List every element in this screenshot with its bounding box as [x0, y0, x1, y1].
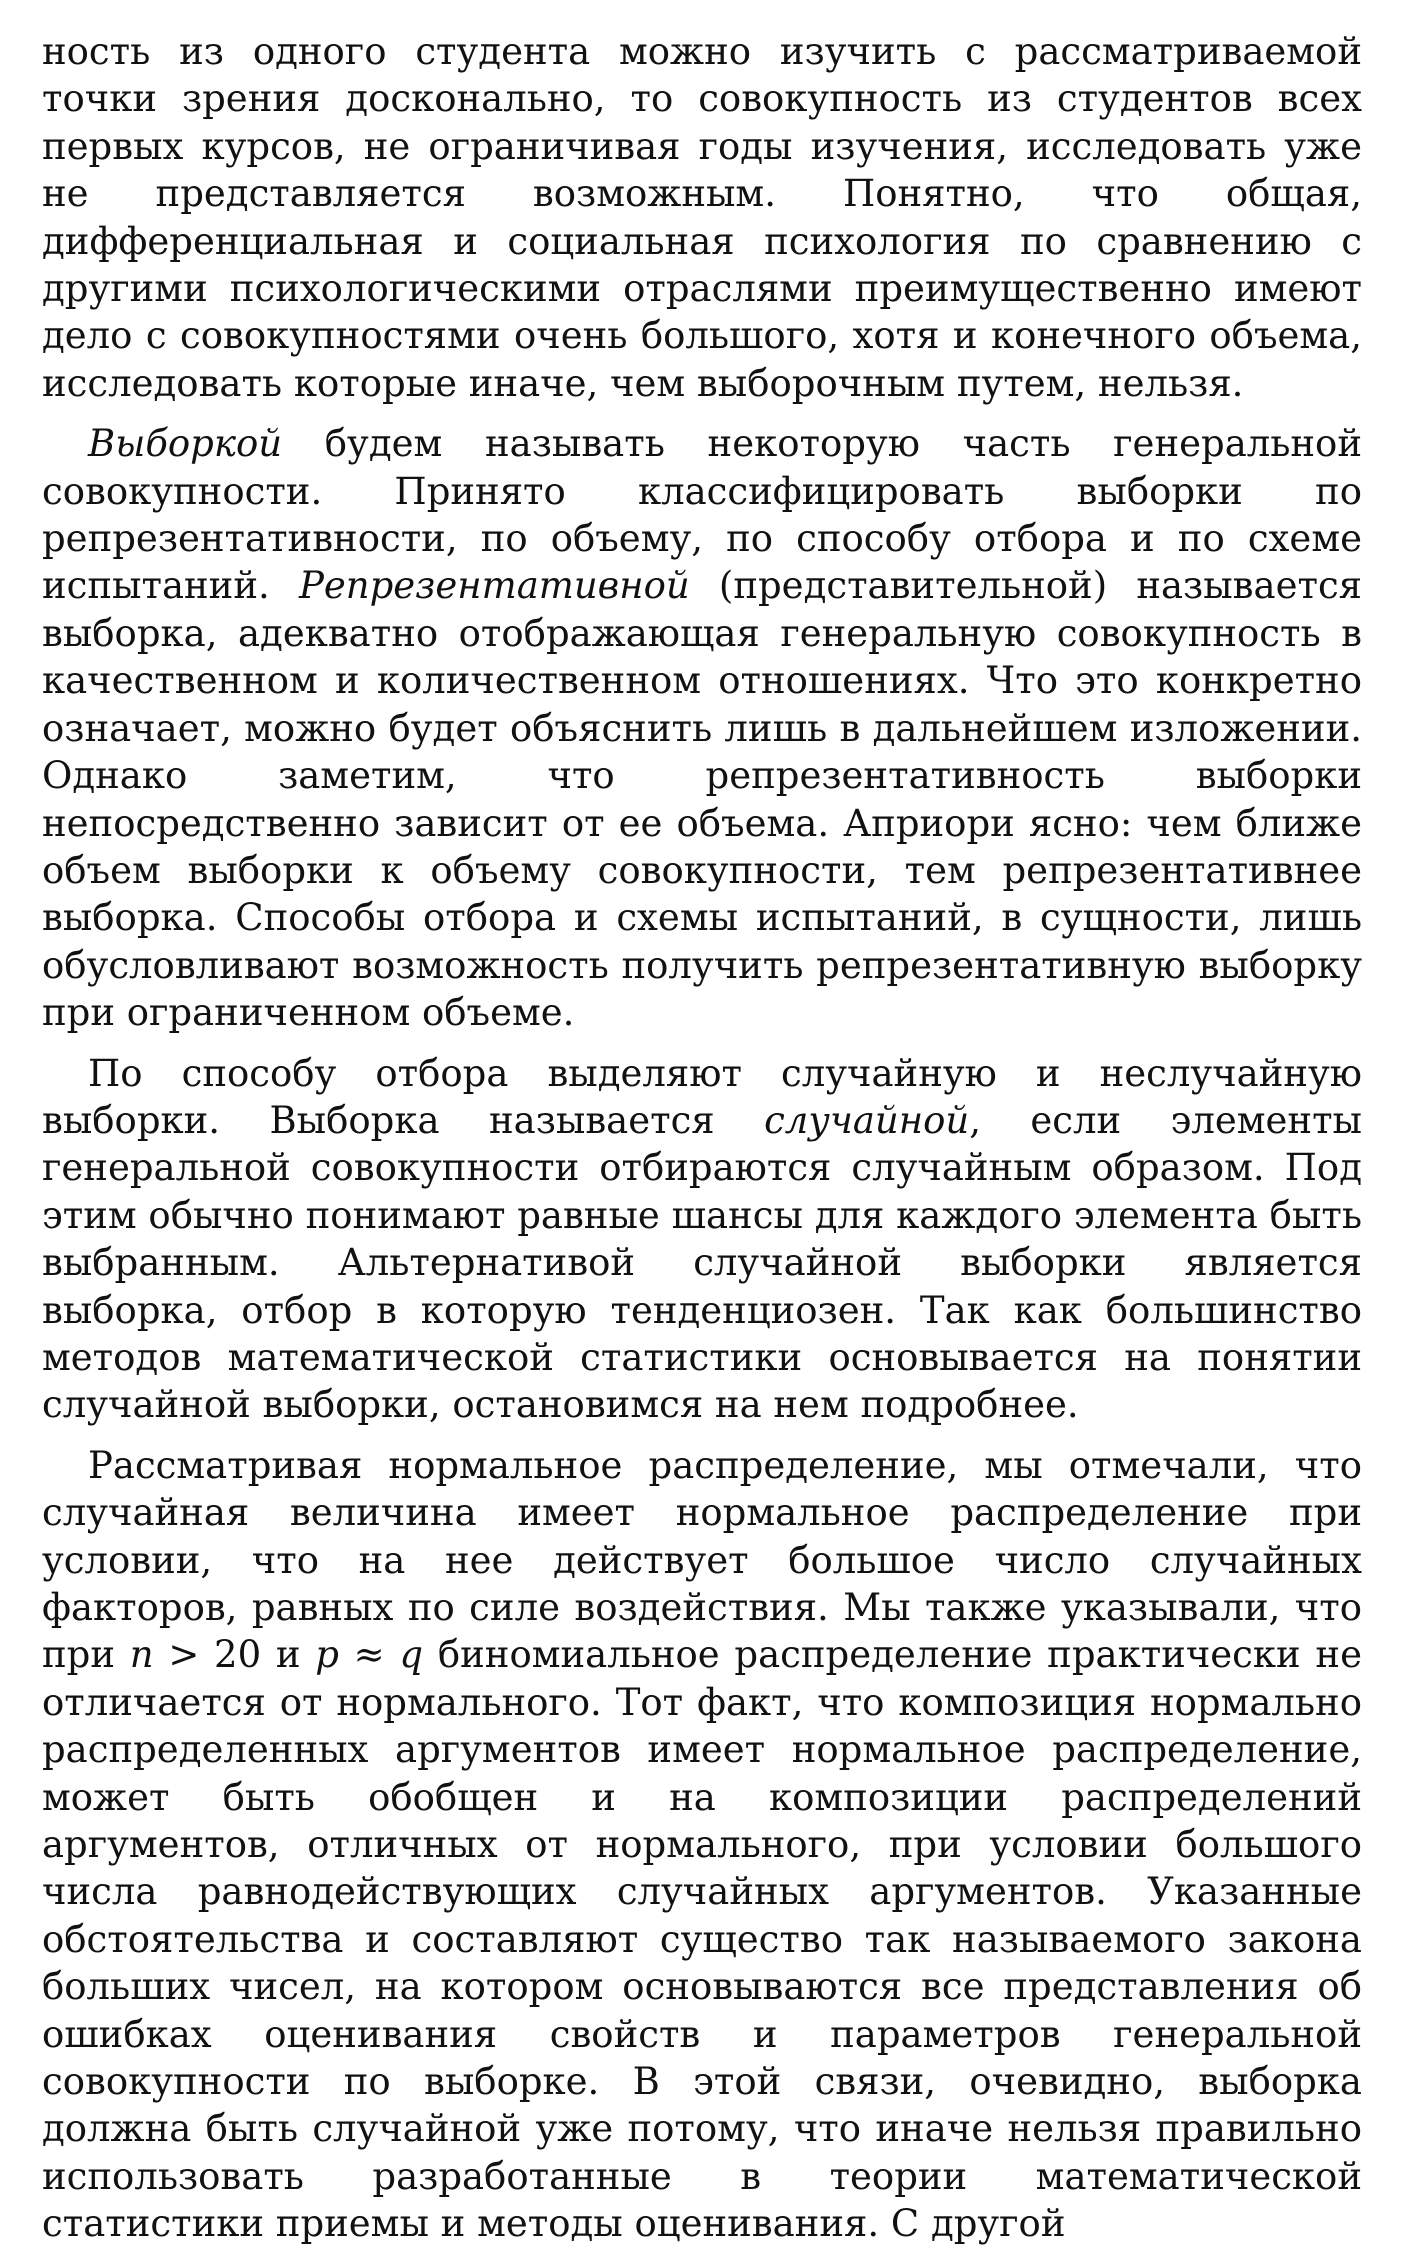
math-var-q: q	[399, 1633, 424, 1677]
paragraph-4-text-c: ≈	[338, 1633, 400, 1677]
term-sluchainaya: случайной	[764, 1098, 970, 1142]
paragraph-4-text-b: > 20 и	[153, 1633, 316, 1677]
paragraph-2-text-a: будем называть некоторую часть генеральной совокупности. Принято классифицировать выборки по репрезентативности, по объему, по способу отбора и по схеме испытаний.	[42, 422, 1362, 608]
paragraph-1	[42, 28, 1362, 407]
paragraph-4-text-d: биномиальное распределение практически не отличается от нормального. Тот факт, что композиция нормально распределенных аргументов имеет нормальное распределение, может быть обобщен и на композиции распределений аргументов, отличных от нормального, при условии большого числа равнодействующих случайных аргументов. Указанные обстоятельства и составляют существо так называемого закона больших чисел, на котором основываются все представления об ошибках оценивания свойств и параметров генеральной совокупности по выборке. В этой связи, очевидно, выборка должна быть случайной уже потому, что иначе нельзя правильно использовать разработанные в теории математической статистики приемы и методы оценивания. С другой	[42, 1633, 1362, 2246]
paragraph-2	[42, 420, 1362, 1036]
paragraph-2-text-b: (представительной) называется выборка, адекватно отображающая генеральную совокупность в качественном и количественном отношениях. Что это конкретно означает, можно будет объяснить лишь в дальнейшем изложении. Однако заметим, что репрезентативность выборки непосредственно зависит от ее объема. Априори ясно: чем ближе объем выборки к объему совокупности, тем репрезентативнее выборка. Способы отбора и схемы испытаний, в сущности, лишь обусловливают возможность получить репрезентативную выборку при ограниченном объеме.	[42, 564, 1363, 1035]
paragraph-4-text-a: Рассматривая нормальное распределение, мы отмечали, что случайная величина имеет нормальное распределение при условии, что на нее действует большое число случайных факторов, равных по силе воздействия. Мы также указывали, что при	[42, 1443, 1362, 1677]
paragraph-3	[42, 1050, 1362, 1429]
paragraph-4	[42, 1442, 1362, 2248]
document-page	[42, 28, 1362, 2261]
paragraph-1-text: ность из одного студента можно изучить с рассматриваемой точки зрения досконально, то совокупность из студентов всех первых курсов, не ограничивая годы изучения, исследовать уже не представляется возможным. Понятно, что общая, дифференциальная и социальная психология по сравнению с другими психологическими отраслями преимущественно имеют дело с совокупностями очень большого, хотя и конечного объема, исследовать которые иначе, чем выборочным путем, нельзя.	[42, 30, 1362, 405]
math-var-n: n	[129, 1633, 154, 1677]
math-var-p: p	[315, 1633, 339, 1677]
term-reprezentativnaya: Репрезентативной	[298, 564, 690, 608]
paragraph-3-text-b: , если элементы генеральной совокупности отбираются случайным образом. Под этим обычно понимают равные шансы для каждого элемента быть выбранным. Альтернативой случайной выборки является выборка, отбор в которую тенденциозен. Так как большинство методов математической статистики основывается на понятии случайной выборки, остановимся на нем подробнее.	[42, 1098, 1362, 1427]
paragraph-3-text-a: По способу отбора выделяют случайную и неслучайную выборки. Выборка называется	[42, 1051, 1362, 1142]
term-vyborka: Выборкой	[88, 422, 283, 466]
